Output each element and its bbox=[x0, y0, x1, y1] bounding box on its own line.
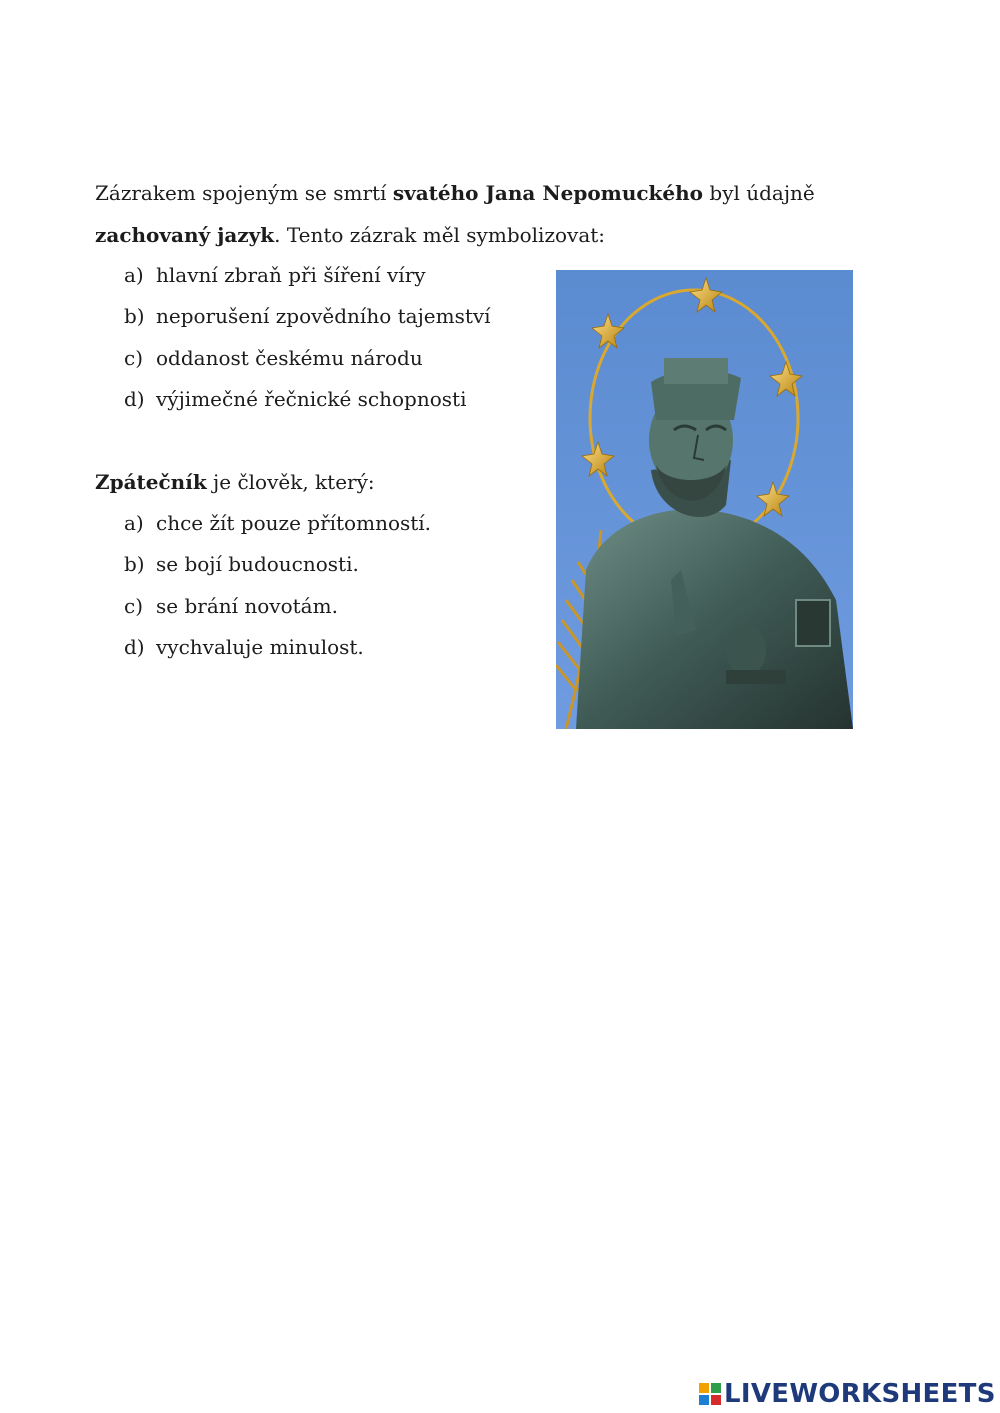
question-1-options bbox=[124, 255, 491, 420]
question-1-option-b[interactable] bbox=[124, 296, 491, 337]
option-text: oddanost českému národu bbox=[156, 345, 423, 370]
option-letter: c) bbox=[124, 345, 144, 370]
question-1-intro-part: . Tento zázrak měl symbolizovat: bbox=[274, 223, 606, 247]
option-letter: d) bbox=[124, 386, 145, 411]
question-1-intro-part: byl údajně bbox=[703, 181, 815, 205]
option-letter: b) bbox=[124, 552, 145, 577]
option-text: se brání novotám. bbox=[156, 593, 338, 618]
option-letter: d) bbox=[124, 634, 145, 659]
option-text: chce žít pouze přítomností. bbox=[156, 511, 432, 535]
question-1-option-a[interactable] bbox=[124, 255, 491, 296]
option-letter: c) bbox=[124, 593, 144, 618]
question-1-option-c[interactable] bbox=[124, 338, 491, 379]
option-text: se bojí budoucnosti. bbox=[156, 552, 359, 577]
question-2-option-b[interactable] bbox=[124, 544, 431, 585]
option-text: vychvaluje minulost. bbox=[156, 634, 364, 659]
question-2-option-a[interactable] bbox=[124, 503, 431, 544]
question-2-options bbox=[124, 503, 431, 668]
option-text: neporušení zpovědního tajemství bbox=[156, 304, 491, 329]
statue-photo bbox=[556, 270, 853, 729]
question-1-text bbox=[95, 172, 815, 256]
question-2-bold-term: Zpátečník bbox=[95, 470, 207, 494]
liveworksheets-logo-icon bbox=[698, 1382, 722, 1406]
question-2-intro-part: je člověk, který: bbox=[206, 470, 375, 494]
statue-photo-icon bbox=[556, 270, 853, 729]
option-letter: a) bbox=[124, 263, 144, 287]
question-1-bold-saint: svatého Jana Nepomuckého bbox=[392, 181, 704, 205]
question-2-option-d[interactable] bbox=[124, 627, 431, 668]
liveworksheets-brand[interactable] bbox=[698, 1378, 996, 1410]
question-1-intro-part: Zázrakem spojeným se smrtí bbox=[95, 181, 393, 205]
option-letter: a) bbox=[124, 511, 144, 535]
question-1-option-d[interactable] bbox=[124, 379, 491, 420]
option-letter: b) bbox=[124, 304, 145, 329]
option-text: výjimečné řečnické schopnosti bbox=[156, 386, 467, 411]
question-2-option-c[interactable] bbox=[124, 586, 431, 627]
question-1-bold-tongue: zachovaný jazyk bbox=[95, 223, 275, 247]
brand-name: LIVEWORKSHEETS bbox=[724, 1379, 996, 1409]
option-text: hlavní zbraň při šíření víry bbox=[156, 263, 426, 287]
